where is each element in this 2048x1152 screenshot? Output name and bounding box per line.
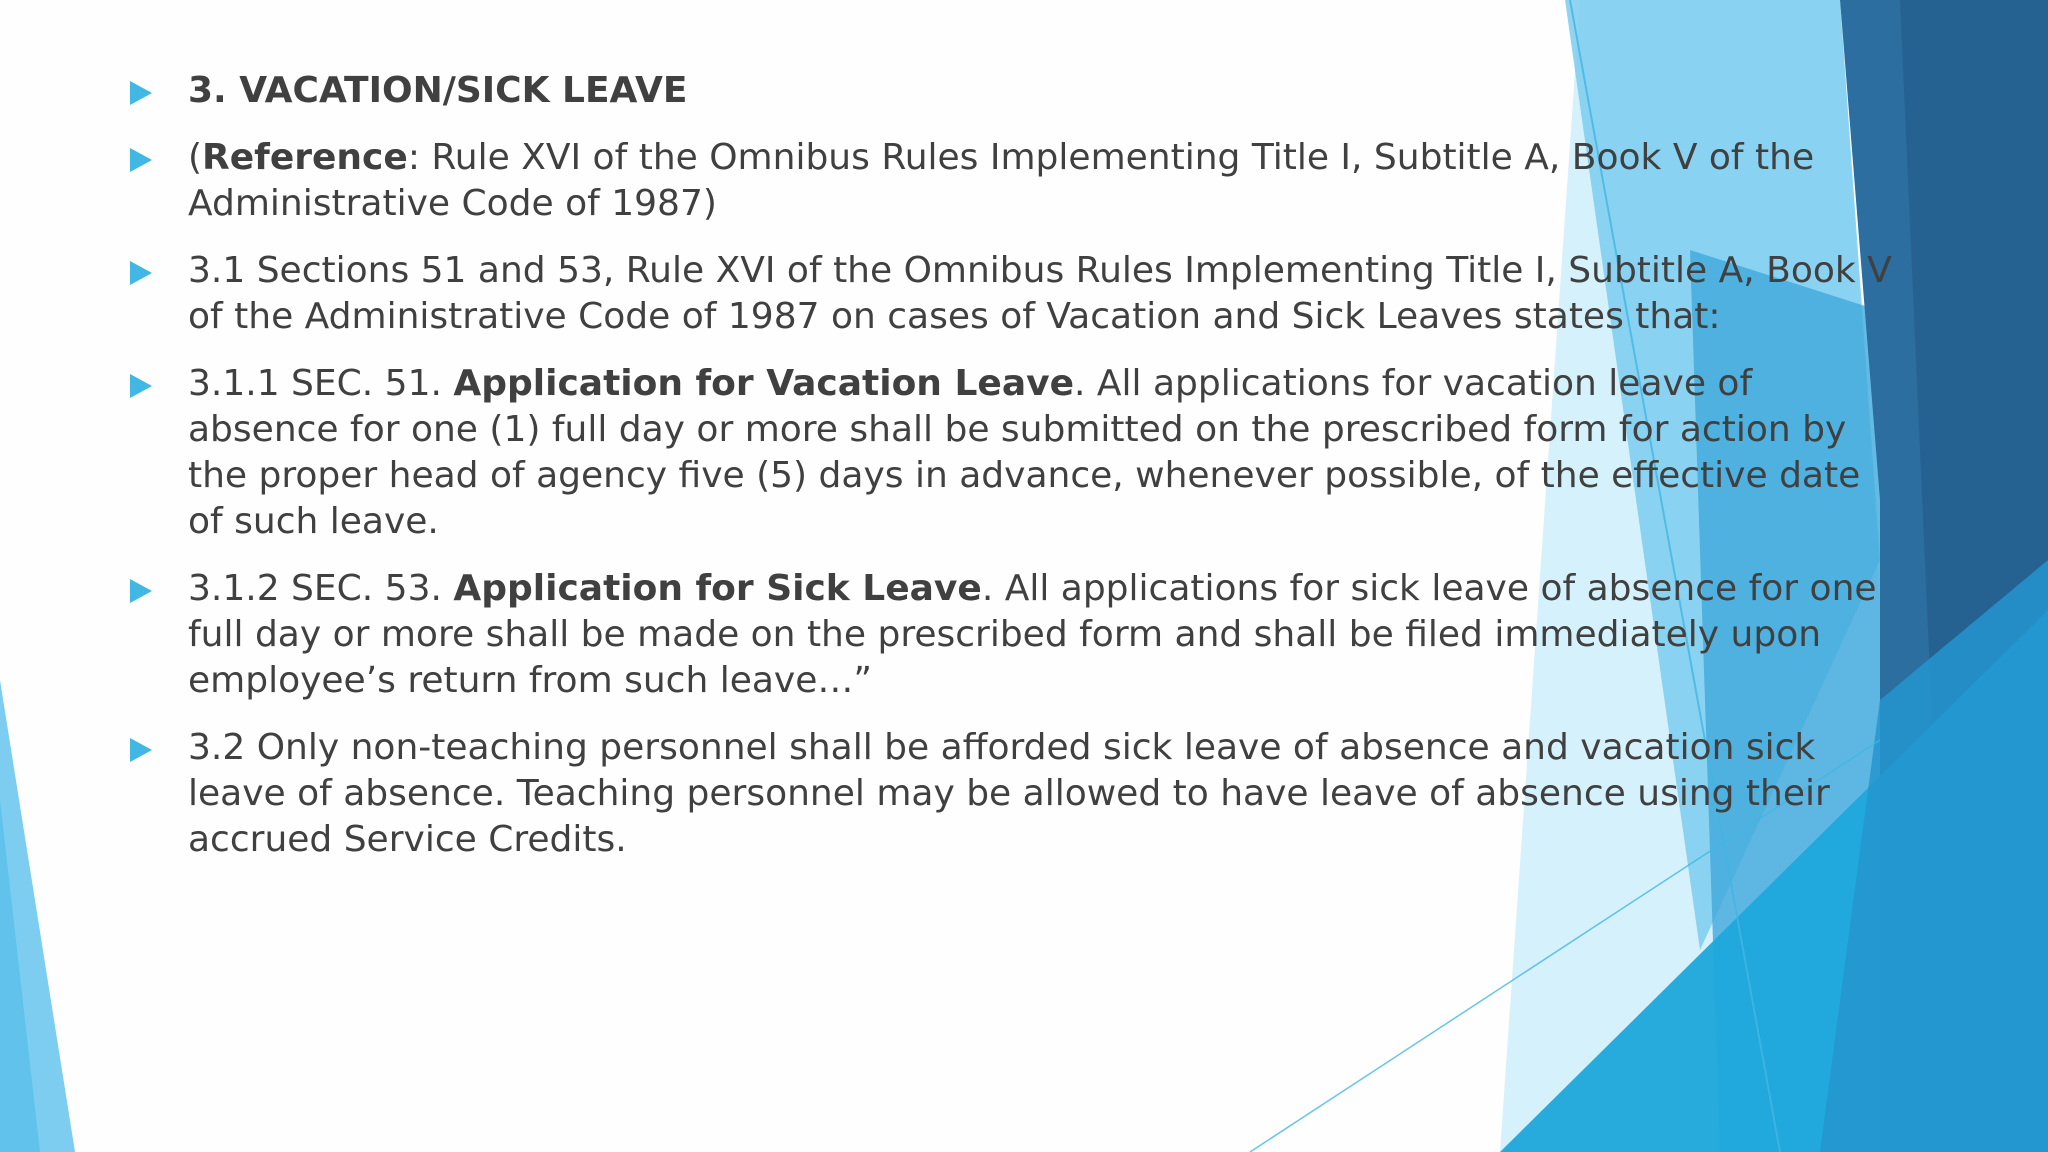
bullet-text-bold: Application for Sick Leave — [453, 568, 982, 609]
bullet-item — [130, 566, 1900, 704]
bullet-text: 3.1.2 SEC. 53. — [188, 568, 454, 609]
bullet-arrow-icon — [130, 148, 152, 172]
bullet-text: 3.1.1 SEC. 51. — [188, 363, 454, 404]
bullet-arrow-icon — [130, 738, 152, 762]
bullet-item — [130, 135, 1900, 227]
bullet-item — [130, 248, 1900, 340]
bullet-text-bold: 3. VACATION/SICK LEAVE — [188, 70, 688, 111]
bullet-text-bold: Reference — [202, 137, 408, 178]
bullet-text: 3.1 Sections 51 and 53, Rule XVI of the Omnibus Rules Implementing Title I, Subtitle A, Book V of the Administrative Code of 1987 on cases of Vacation and Sick Leaves states that: — [188, 250, 1892, 337]
bullet-text: : Rule XVI of the Omnibus Rules Implementing Title I, Subtitle A, Book V of the Administrative Code of 1987) — [188, 137, 1815, 224]
bullet-text-bold: Application for Vacation Leave — [453, 363, 1074, 404]
bullet-list — [130, 68, 1900, 884]
bullet-text: 3.2 Only non-teaching personnel shall be afforded sick leave of absence and vacation sick leave of absence. Teaching personnel may be allowed to have leave of absence using their accrued Service Credits. — [188, 727, 1830, 860]
bullet-item — [130, 68, 1900, 114]
bullet-arrow-icon — [130, 81, 152, 105]
bullet-text: ( — [188, 137, 203, 178]
bullet-item — [130, 361, 1900, 545]
bullet-text: . All applications for sick leave of absence for one full day or more shall be made on the prescribed form and shall be filed immediately upon employee’s return from such leave…” — [188, 568, 1877, 701]
bullet-item — [130, 725, 1900, 863]
bullet-arrow-icon — [130, 261, 152, 285]
bullet-arrow-icon — [130, 579, 152, 603]
bullet-arrow-icon — [130, 374, 152, 398]
bullet-text: . All applications for vacation leave of absence for one (1) full day or more shall be submitted on the prescribed form for action by the proper head of agency five (5) days in advance, whenever possible, of the effective date of such leave. — [188, 363, 1861, 542]
